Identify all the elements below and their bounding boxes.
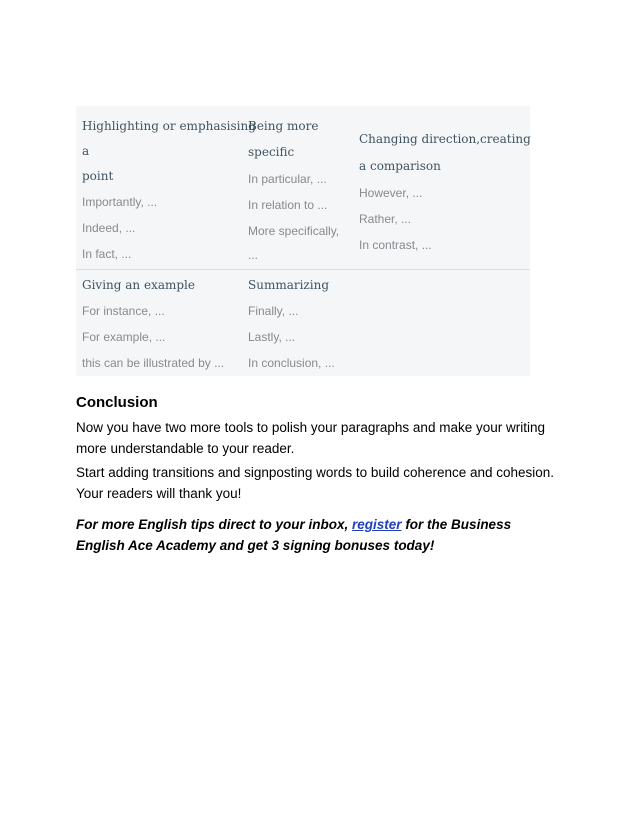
table-header-line: a comparison: [359, 159, 441, 173]
conclusion-heading: Conclusion: [76, 394, 158, 411]
table-cell: Indeed, ...: [82, 221, 136, 235]
table-cell: In contrast, ...: [359, 238, 432, 252]
cta-text-before: For more English tips direct to your inbox,: [76, 517, 353, 532]
table-cell: ...: [248, 248, 259, 262]
signposting-table-image: [76, 106, 530, 376]
table-cell: However, ...: [359, 186, 423, 200]
cta-text-after: for the Business English Ace Academy and get 3 signing bonuses today!: [76, 517, 512, 553]
table-cell: For instance, ...: [82, 304, 165, 318]
table-cell: this can be illustrated by ...: [82, 356, 225, 370]
col-giving-example: [82, 273, 250, 376]
table-cell: In fact, ...: [82, 247, 132, 261]
table-cell: In conclusion, ...: [248, 356, 335, 370]
col-highlighting: [82, 114, 256, 267]
table-cell: In relation to ...: [248, 198, 328, 212]
table-cell: Lastly, ...: [248, 330, 296, 344]
table-cell: Finally, ...: [248, 304, 299, 318]
table-header-line: specific: [248, 145, 295, 159]
table-header-line: Giving an example: [82, 278, 195, 292]
table-header-line: Highlighting or emphasising: [82, 119, 256, 133]
conclusion-paragraph-2: Start adding transitions and signposting words to build coherence and cohesion. Your readers will thank you!: [76, 465, 555, 501]
table-header-line: a: [82, 144, 90, 158]
table-divider: [76, 269, 530, 270]
table-header-line: Being more: [248, 119, 319, 133]
col-changing-direction: [359, 126, 529, 258]
table-header-line: point: [82, 169, 114, 183]
table-header-line: Summarizing: [248, 278, 330, 292]
table-cell: Importantly, ...: [82, 195, 158, 209]
col-summarizing: [248, 273, 356, 376]
register-link[interactable]: register: [352, 517, 402, 532]
table-cell: In particular, ...: [248, 172, 327, 186]
conclusion-paragraph-1: Now you have two more tools to polish your paragraphs and make your writing more understandable to your reader.: [76, 420, 545, 456]
table-cell: More specifically,: [248, 224, 340, 238]
table-header-line: Changing direction,creating: [359, 132, 531, 146]
table-cell: For example, ...: [82, 330, 166, 344]
table-cell: Rather, ...: [359, 212, 412, 226]
col-being-specific: [248, 114, 356, 266]
call-to-action: [76, 514, 562, 556]
